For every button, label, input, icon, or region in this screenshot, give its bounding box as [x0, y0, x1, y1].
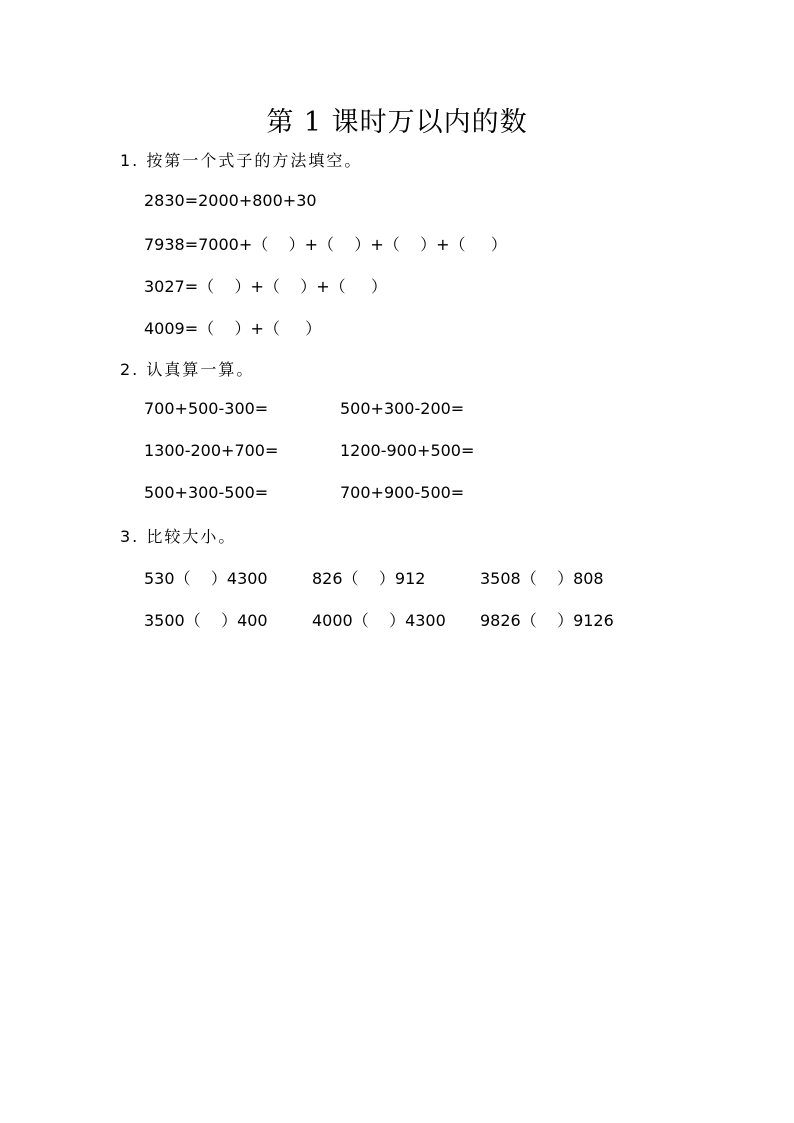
q3-comparison: 9826（ ）9126 — [480, 611, 614, 630]
question-3-heading: 3. 比较大小。 — [120, 527, 237, 546]
q2-expression: 700+900-500= — [340, 483, 465, 502]
q1-line-4: 4009=（ ）+（ ） — [144, 319, 322, 338]
q2-expression: 700+500-300= — [144, 399, 269, 418]
question-1-heading: 1. 按第一个式子的方法填空。 — [120, 151, 363, 170]
q1-line-3: 3027=（ ）+（ ）+（ ） — [144, 277, 388, 296]
q2-expression: 1300-200+700= — [144, 441, 279, 460]
q2-expression: 500+300-200= — [340, 399, 465, 418]
q2-expression: 1200-900+500= — [340, 441, 475, 460]
q1-line-2: 7938=7000+（ ）+（ ）+（ ）+（ ） — [144, 235, 507, 254]
q3-comparison: 826（ ）912 — [312, 569, 426, 588]
q3-comparison: 3508（ ）808 — [480, 569, 604, 588]
page-title: 第 1 课时万以内的数 — [266, 107, 528, 138]
q3-comparison: 3500（ ）400 — [144, 611, 268, 630]
question-2-heading: 2. 认真算一算。 — [120, 360, 255, 379]
q1-line-1: 2830=2000+800+30 — [144, 191, 317, 210]
q2-expression: 500+300-500= — [144, 483, 269, 502]
q3-comparison: 4000（ ）4300 — [312, 611, 446, 630]
q3-comparison: 530（ ）4300 — [144, 569, 268, 588]
